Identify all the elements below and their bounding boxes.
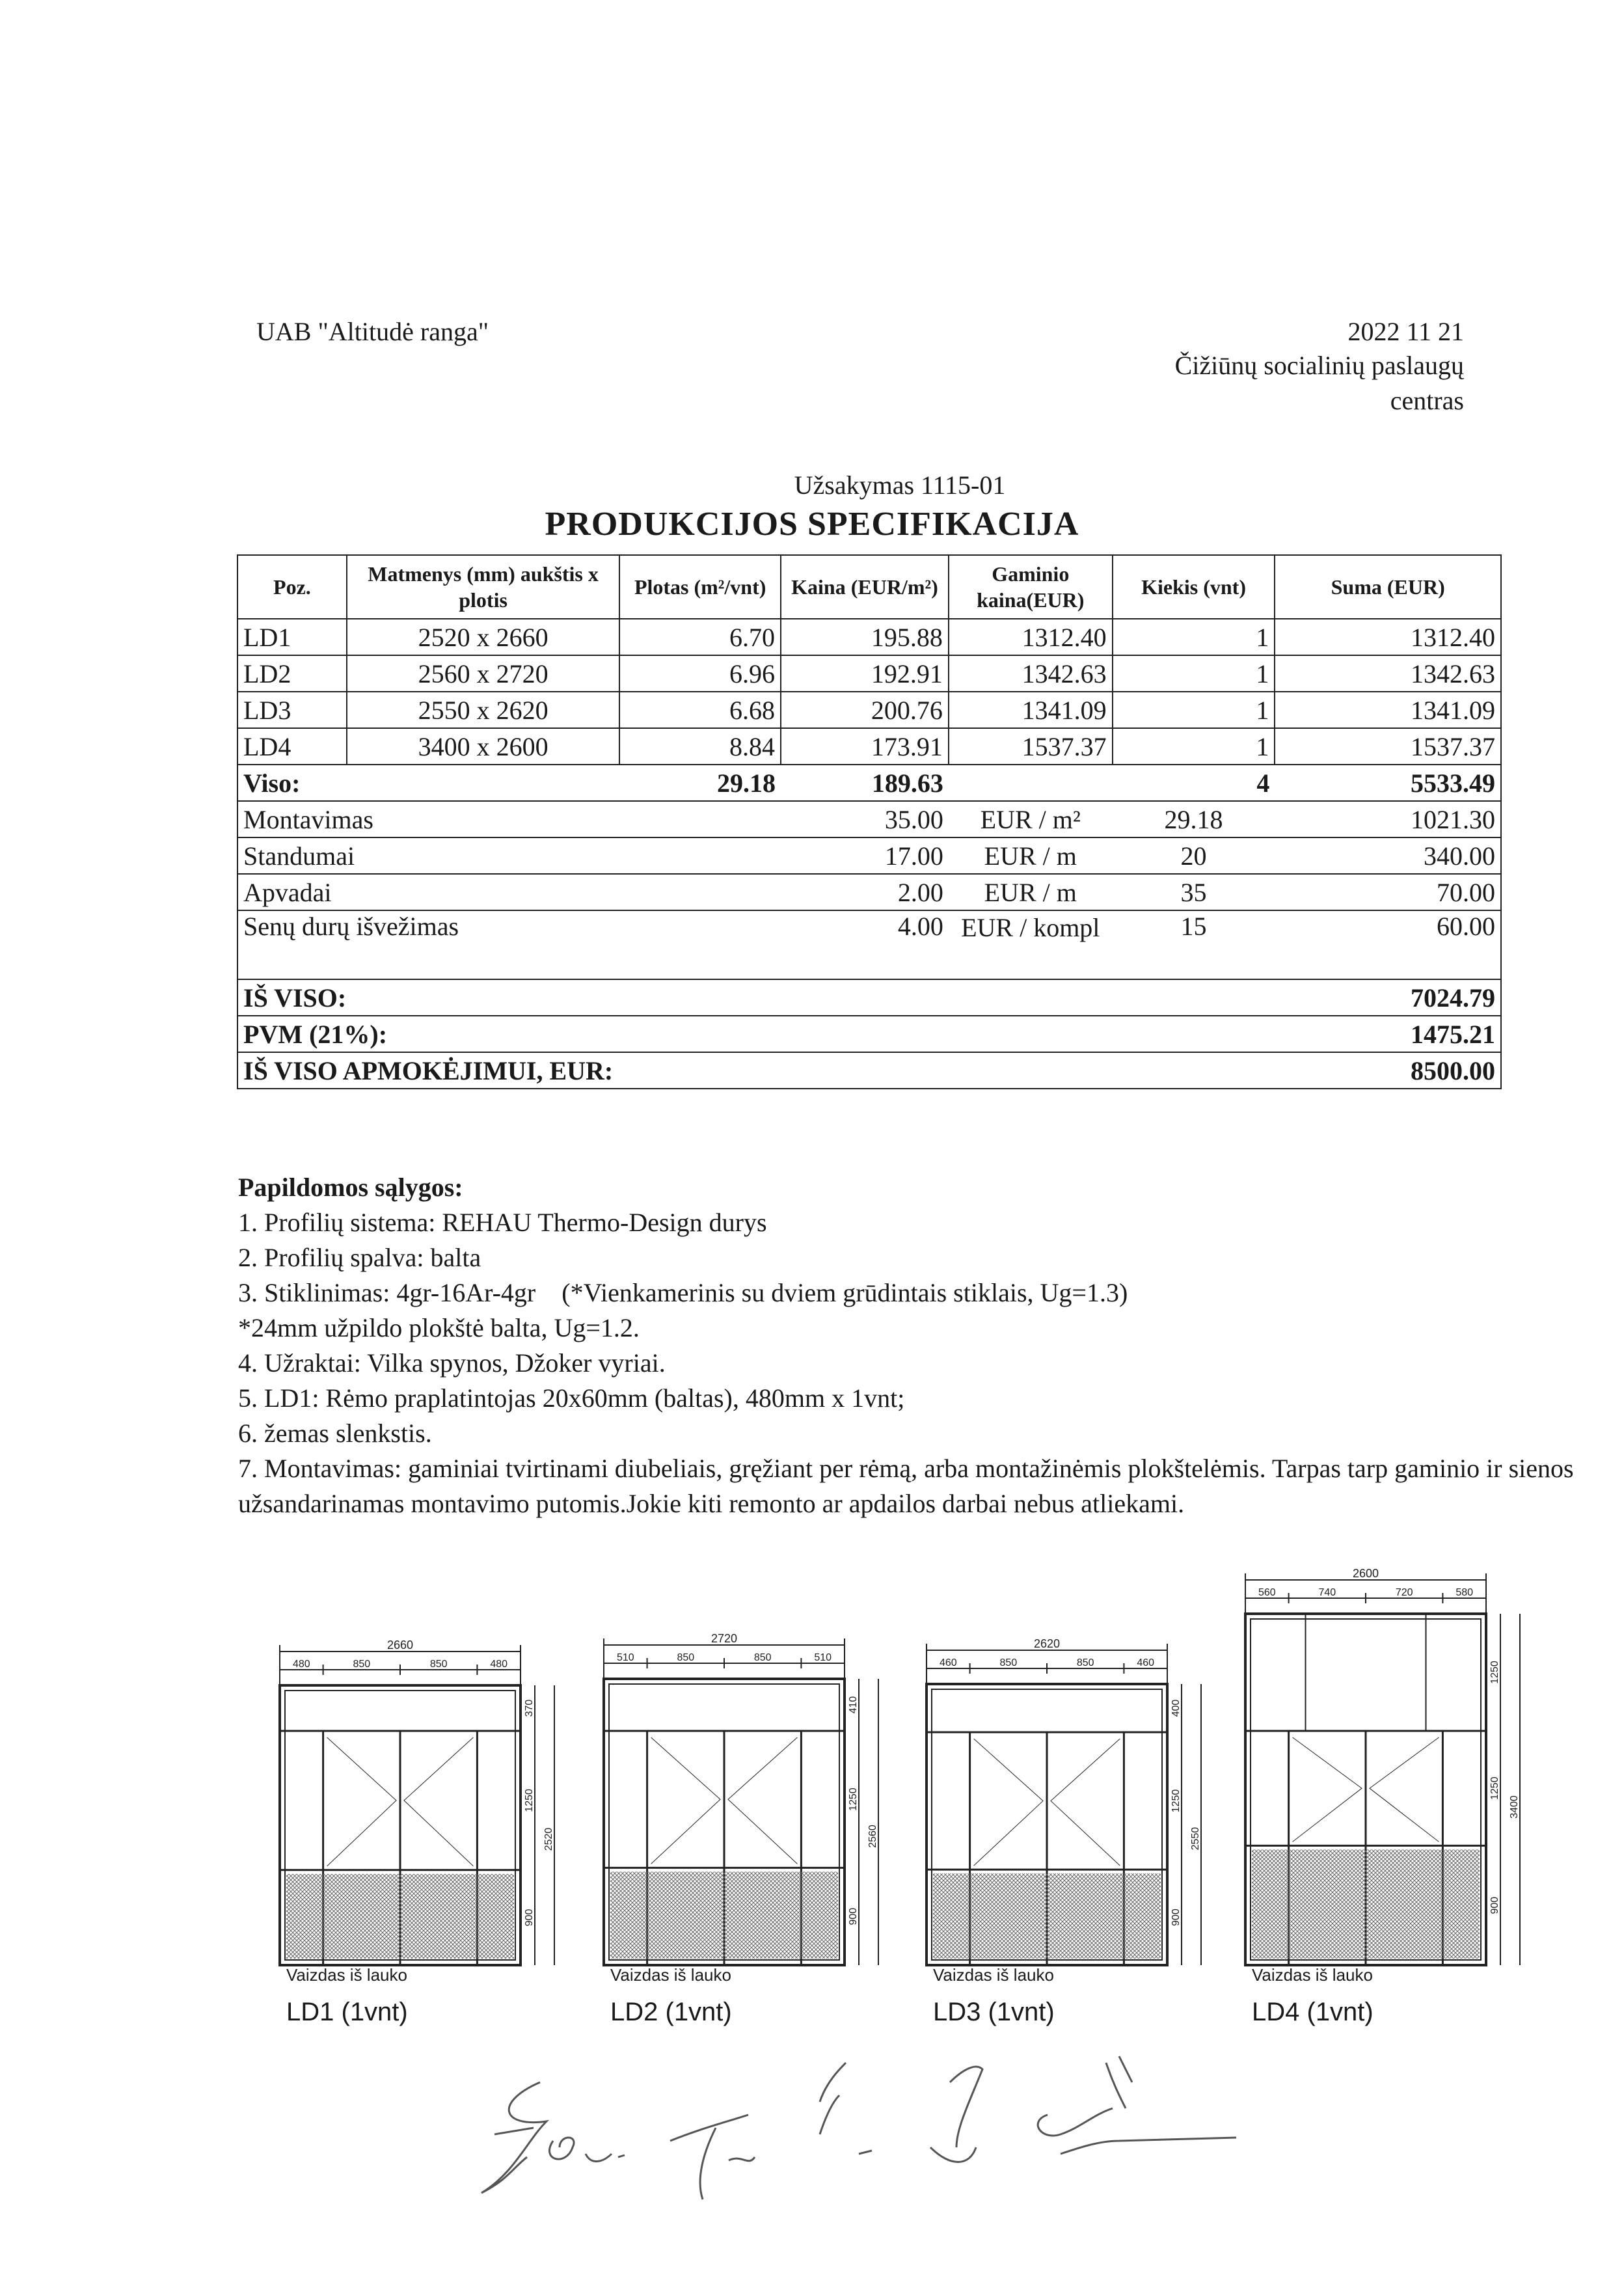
drawing-segment-width: 850	[429, 1659, 448, 1670]
cell-price: 195.88	[781, 619, 949, 655]
service-qty: 20	[1113, 837, 1275, 874]
drawing-total-height: 2520	[543, 1827, 554, 1851]
drawing-name-label: LD3 (1vnt)	[933, 1998, 1055, 2026]
service-sum: 340.00	[1275, 837, 1501, 874]
specification-table	[237, 554, 1502, 1089]
drawing-segment-width: 460	[1137, 1657, 1155, 1668]
cell-qty: 1	[1113, 619, 1275, 655]
total-label: IŠ VISO:	[237, 979, 1275, 1016]
signature-scribble	[455, 2043, 1275, 2212]
cell-area: 6.96	[619, 655, 781, 692]
cell-sum: 1341.09	[1275, 692, 1501, 728]
col-header-poz: Poz.	[237, 555, 347, 619]
cell-sum: 1537.37	[1275, 728, 1501, 765]
drawing-total-width: 2620	[1033, 1638, 1061, 1650]
drawing-segment-width: 850	[999, 1657, 1018, 1668]
service-unit: EUR / kompl	[949, 910, 1113, 979]
order-number: Užsakymas 1115-01	[794, 470, 1006, 500]
drawing-name-label: LD4 (1vnt)	[1252, 1998, 1374, 2026]
subtotal-label: Viso:	[237, 765, 619, 801]
drawing-total-height: 2550	[1190, 1827, 1201, 1851]
cell-item-price: 1537.37	[949, 728, 1113, 765]
col-header-qty: Kiekis (vnt)	[1113, 555, 1275, 619]
service-qty: 35	[1113, 874, 1275, 910]
cell-dimensions: 3400 x 2600	[347, 728, 619, 765]
service-unit: EUR / m²	[949, 801, 1113, 837]
condition-line: 7. Montavimas: gaminiai tvirtinami diubeliais, gręžiant per rėmą, arba montažinėmis plokštelėmis. Tarpas tarp gaminio ir sienos užsandarinamas montavimo putomis.Jokie kiti remonto ar apdailos darbai nebus atliekami.	[238, 1454, 1574, 1518]
drawing-segment-width: 850	[677, 1652, 695, 1663]
table-row	[237, 728, 1501, 765]
drawing-bottom-height: 900	[848, 1907, 859, 1925]
service-qty: 29.18	[1113, 801, 1275, 837]
drawing-total-height: 2560	[867, 1825, 878, 1848]
subtotal-price: 189.63	[781, 765, 949, 801]
drawing-segment-width: 580	[1455, 1587, 1474, 1598]
drawing-top-height: 410	[848, 1696, 859, 1714]
cell-poz: LD4	[237, 728, 347, 765]
subtotal-qty: 4	[1113, 765, 1275, 801]
drawing-segment-width: 720	[1395, 1587, 1413, 1598]
service-row	[237, 874, 1501, 910]
cell-sum: 1312.40	[1275, 619, 1501, 655]
drawing-view-label: Vaizdas iš lauko	[933, 1965, 1054, 1985]
drawing-segment-width: 510	[616, 1652, 634, 1663]
col-header-sum: Suma (EUR)	[1275, 555, 1501, 619]
cell-poz: LD1	[237, 619, 347, 655]
empty-cell	[949, 765, 1113, 801]
service-rate: 2.00	[781, 874, 949, 910]
service-name: Senų durų išvežimas	[237, 910, 781, 979]
service-rate: 4.00	[781, 910, 949, 979]
service-rate: 17.00	[781, 837, 949, 874]
service-qty: 15	[1113, 910, 1275, 979]
drawing-segment-width: 480	[490, 1659, 508, 1670]
condition-line: 4. Užraktai: Vilka spynos, Džoker vyriai.	[238, 1348, 666, 1378]
condition-line: 5. LD1: Rėmo praplatintojas 20x60mm (baltas), 480mm x 1vnt;	[238, 1383, 905, 1413]
drawing-view-label: Vaizdas iš lauko	[286, 1965, 407, 1985]
drawing-segment-width: 850	[353, 1659, 371, 1670]
service-sum: 1021.30	[1275, 801, 1501, 837]
cell-item-price: 1342.63	[949, 655, 1113, 692]
client-name-line1: Čižiūnų socialinių paslaugų	[1174, 351, 1464, 380]
cell-price: 192.91	[781, 655, 949, 692]
drawing-mid-height: 1250	[524, 1789, 535, 1812]
door-drawing-1	[273, 1640, 631, 1991]
drawing-mid-height: 1250	[1171, 1789, 1182, 1813]
door-drawing-2	[597, 1633, 955, 1991]
col-header-dimensions: Matmenys (mm) aukštis x plotis	[347, 555, 619, 619]
page-title: PRODUKCIJOS SPECIFIKACIJA	[545, 506, 1079, 543]
drawing-mid-height: 1250	[848, 1788, 859, 1811]
service-row	[237, 837, 1501, 874]
drawing-segment-width: 740	[1318, 1587, 1336, 1598]
drawing-mid-height: 1250	[1489, 1776, 1500, 1800]
cell-price: 173.91	[781, 728, 949, 765]
cell-poz: LD2	[237, 655, 347, 692]
conditions-heading: Papildomos sąlygos:	[238, 1173, 463, 1202]
drawing-segment-width: 850	[753, 1652, 772, 1663]
subtotal-area: 29.18	[619, 765, 781, 801]
door-drawing-4	[1239, 1568, 1597, 1991]
cell-area: 8.84	[619, 728, 781, 765]
vat-label: PVM (21%):	[237, 1016, 1275, 1052]
cell-item-price: 1341.09	[949, 692, 1113, 728]
drawing-total-width: 2720	[710, 1633, 738, 1645]
subtotal-sum: 5533.49	[1275, 765, 1501, 801]
drawing-segment-width: 850	[1076, 1657, 1094, 1668]
drawing-segment-width: 560	[1258, 1587, 1276, 1598]
col-header-item-price: Gaminio kaina(EUR)	[949, 555, 1113, 619]
condition-line: 3. Stiklinimas: 4gr-16Ar-4gr (*Vienkamerinis su dviem grūdintais stiklais, Ug=1.3)	[238, 1278, 1128, 1307]
condition-line: 2. Profilių spalva: balta	[238, 1243, 481, 1272]
service-row	[237, 910, 1501, 979]
drawing-segment-width: 460	[939, 1657, 957, 1668]
drawing-name-label: LD2 (1vnt)	[610, 1998, 732, 2026]
grand-total-value: 8500.00	[1275, 1052, 1501, 1089]
drawing-total-width: 2660	[386, 1640, 414, 1652]
drawing-view-label: Vaizdas iš lauko	[610, 1965, 731, 1985]
company-name: UAB "Altitudė ranga"	[256, 317, 489, 346]
total-value: 7024.79	[1275, 979, 1501, 1016]
service-sum: 60.00	[1275, 910, 1501, 979]
door-drawing-3	[920, 1638, 1278, 1991]
drawing-segment-width: 480	[292, 1659, 310, 1670]
vat-row	[237, 1016, 1501, 1052]
service-name: Montavimas	[237, 801, 781, 837]
drawing-bottom-height: 900	[1171, 1909, 1182, 1926]
drawing-top-height: 1250	[1489, 1661, 1500, 1684]
cell-dimensions: 2520 x 2660	[347, 619, 619, 655]
cell-sum: 1342.63	[1275, 655, 1501, 692]
condition-line: 1. Profilių sistema: REHAU Thermo-Design durys	[238, 1208, 767, 1237]
drawing-bottom-height: 900	[1489, 1896, 1500, 1914]
subtotal-row	[237, 765, 1501, 801]
table-row	[237, 692, 1501, 728]
drawing-segment-width: 510	[814, 1652, 832, 1663]
drawing-view-label: Vaizdas iš lauko	[1252, 1965, 1373, 1985]
service-unit: EUR / m	[949, 837, 1113, 874]
cell-dimensions: 2560 x 2720	[347, 655, 619, 692]
col-header-price: Kaina (EUR/m²)	[781, 555, 949, 619]
drawing-name-label: LD1 (1vnt)	[286, 1998, 408, 2026]
condition-line: 6. žemas slenkstis.	[238, 1419, 432, 1448]
cell-item-price: 1312.40	[949, 619, 1113, 655]
drawing-total-height: 3400	[1509, 1795, 1520, 1819]
conditions-section	[238, 1170, 1591, 1521]
table-row	[237, 619, 1501, 655]
drawing-top-height: 370	[524, 1699, 535, 1717]
service-row	[237, 801, 1501, 837]
service-unit: EUR / m	[949, 874, 1113, 910]
table-header-row	[237, 555, 1501, 619]
document-date: 2022 11 21	[1347, 317, 1464, 346]
drawing-top-height: 400	[1171, 1699, 1182, 1717]
grand-total-row	[237, 1052, 1501, 1089]
cell-dimensions: 2550 x 2620	[347, 692, 619, 728]
cell-area: 6.68	[619, 692, 781, 728]
cell-qty: 1	[1113, 655, 1275, 692]
cell-qty: 1	[1113, 728, 1275, 765]
service-rate: 35.00	[781, 801, 949, 837]
service-name: Apvadai	[237, 874, 781, 910]
table-row	[237, 655, 1501, 692]
service-name: Standumai	[237, 837, 781, 874]
cell-price: 200.76	[781, 692, 949, 728]
vat-value: 1475.21	[1275, 1016, 1501, 1052]
grand-total-label: IŠ VISO APMOKĖJIMUI, EUR:	[237, 1052, 1275, 1089]
drawing-total-width: 2600	[1352, 1568, 1379, 1580]
drawing-bottom-height: 900	[524, 1909, 535, 1927]
cell-qty: 1	[1113, 692, 1275, 728]
cell-poz: LD3	[237, 692, 347, 728]
condition-line: *24mm užpildo plokštė balta, Ug=1.2.	[238, 1313, 640, 1342]
total-row	[237, 979, 1501, 1016]
service-sum: 70.00	[1275, 874, 1501, 910]
cell-area: 6.70	[619, 619, 781, 655]
col-header-area: Plotas (m²/vnt)	[619, 555, 781, 619]
client-name-line2: centras	[1390, 386, 1464, 415]
